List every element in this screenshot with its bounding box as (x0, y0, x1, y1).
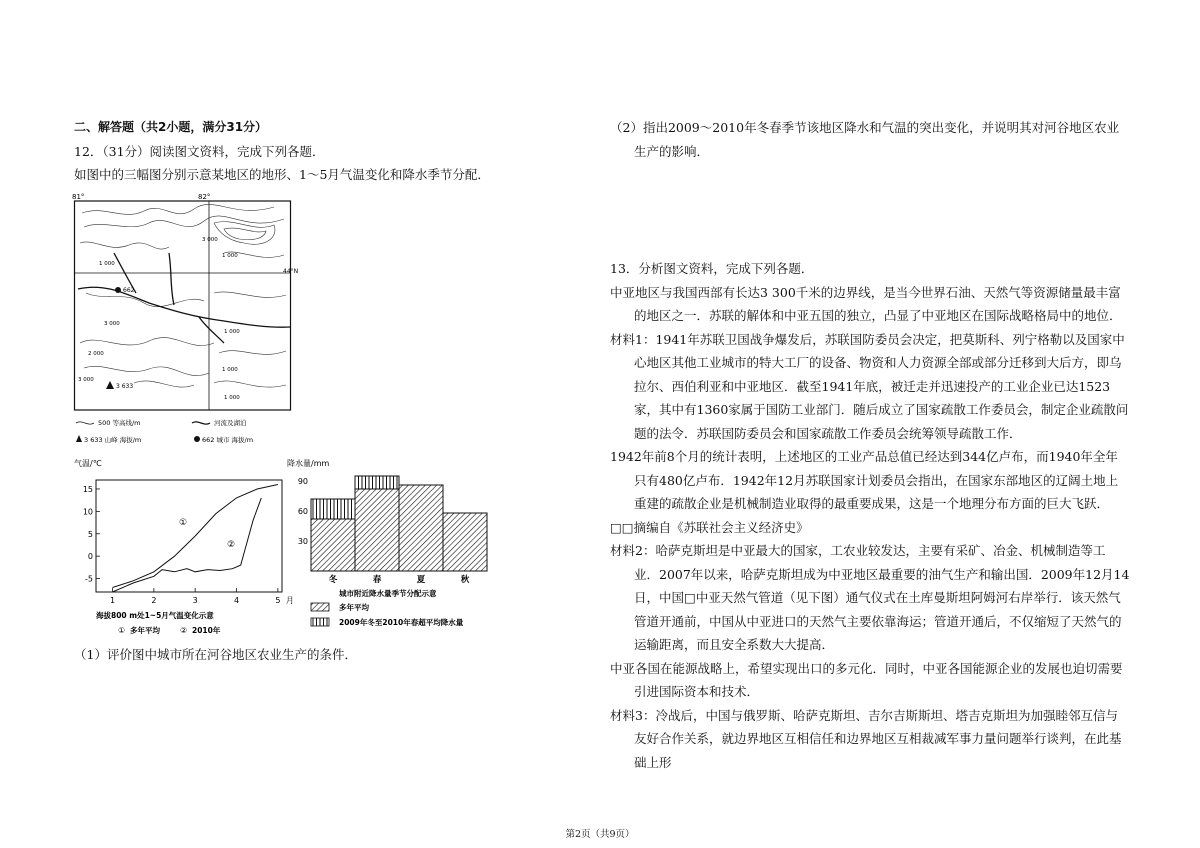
lon-left-label: 81° (72, 193, 85, 201)
precip-x-axis (329, 574, 470, 585)
bar-average (443, 513, 487, 571)
peak-elev-label: 3 633 (116, 383, 134, 390)
precip-ylabel: 降水量/mm (287, 459, 330, 468)
city-legend-icon (194, 436, 200, 442)
left-column (74, 116, 514, 187)
temp-y-tick-label: -5 (85, 574, 93, 584)
bar-excess (311, 499, 355, 519)
right-column (610, 116, 1130, 774)
material-1-stats: 1942年前8个月的统计表明，上述地区的工业产品总值已经达到344亿卢布，而1940年全年只有480亿卢布．1942年12月苏联国家计划委员会指出，在国家东部地区的辽阔土地上重建的疏散企业是机械制造业取得的最重要成果，这是一个地理分布方面的巨大飞跃． (610, 449, 1119, 511)
precip-y-tick-label: 30 (297, 537, 308, 546)
topo-legend (74, 414, 334, 448)
legend-river: 河流及湖泊 (214, 419, 247, 427)
city-elev-label: 662 (123, 287, 135, 294)
temp-y-tick-label: 15 (82, 484, 93, 494)
map-frame (75, 201, 291, 410)
material-3: 材料3：冷战后，中国与俄罗斯、哈萨克斯坦、吉尔吉斯斯坦、塔吉克斯坦为加强睦邻互信与友好合作关系，就边界地区互相信任和边界地区互相裁减军事力量问题举行谈判，在此基础上形 (610, 707, 1122, 770)
page-footer: 第2页（共9页） (565, 829, 635, 840)
energy-strategy-paragraph: 中亚各国在能源战略上，希望实现出口的多元化．同时，中亚各国能源企业的发展也迫切需要引进国际资本和技术． (610, 660, 1123, 699)
lat-label: 44°N (283, 268, 299, 275)
question-12-intro: 如图中的三幅图分别示意某地区的地形、1～5月气温变化和降水季节分配． (74, 167, 490, 182)
bar-average (399, 485, 443, 571)
legend-label-1: 多年平均 (130, 626, 160, 635)
legend-label-2: 2010年 (192, 626, 221, 635)
material-2: 材料2：哈萨克斯坦是中亚最大的国家，工农业较发达，主要有采矿、冶金、机械制造等工业．2007年以来，哈萨克斯坦成为中亚地区最重要的油气生产和输出国．2009年12月14日，中国□中亚天然气管道（见下图）通气仪式在土库曼斯坦阿姆河右岸举行．该天然气管道开通前，中国从中亚进口的天然气主要依靠海运；管道开通后，不仅缩短了天然气的运输距离，而且安全系数大大提高． (610, 543, 1130, 652)
question-12-heading: 12．（31分）阅读图文资料，完成下列各题． (74, 143, 325, 159)
contour-label: 2 000 (88, 351, 104, 357)
series-marker-2: ② (227, 540, 236, 550)
contour-legend-icon (76, 422, 94, 424)
precip-y-axis (298, 477, 308, 546)
temp-ylabel: 气温/℃ (74, 459, 102, 468)
temp-x-tick-label: 2 (151, 596, 157, 605)
peak-legend-icon (76, 435, 82, 442)
temp-title: 海拔800 m处1~5月气温变化示意 (96, 611, 214, 620)
section-title: 二、解答题（共2小题，满分31分） (74, 120, 268, 134)
legend-peak: 3 633 山峰 海拔/m (84, 436, 142, 444)
series-marker-1: ① (179, 518, 188, 528)
temp-x-tick-label: 1 (109, 596, 116, 605)
legend-contour: 500 等高线/m (98, 419, 141, 427)
temp-y-tick-label: 5 (87, 529, 93, 539)
contour-label: 3 000 (78, 377, 94, 383)
legend-marker-2: ② (180, 626, 188, 635)
precipitation-chart (287, 458, 497, 638)
question-13-heading: 13．分析图文资料，完成下列各题． (610, 261, 814, 276)
legend-excess: 2009年冬至2010年春超平均降水量 (339, 618, 464, 627)
river-legend-icon (192, 422, 210, 424)
precip-category-label: 冬 (328, 575, 338, 585)
temperature-chart (74, 458, 294, 638)
legend-average: 多年平均 (339, 603, 369, 612)
contour-label: 1 000 (222, 253, 238, 259)
contour-label: 1 000 (222, 367, 238, 373)
bar-average (311, 519, 355, 571)
contour-label: 1 000 (224, 329, 240, 335)
temp-y-tick-label: 0 (87, 552, 93, 562)
contour-label: 3 000 (104, 321, 120, 327)
precip-category-label: 秋 (460, 575, 470, 585)
legend-swatch-excess (311, 618, 329, 626)
temp-x-tick-label: 3 (192, 596, 198, 605)
legend-city: 662 城市 海拔/m (202, 436, 254, 444)
temp-x-tick-label: 月 (285, 596, 294, 605)
contour-label: 3 000 (202, 237, 218, 243)
legend-swatch-average (311, 603, 329, 611)
city-marker (115, 287, 121, 293)
lon-mid-label: 82° (198, 193, 211, 201)
temp-y-tick-label: 10 (82, 507, 93, 517)
precip-y-tick-label: 90 (297, 477, 308, 486)
precip-category-label: 夏 (416, 575, 426, 585)
source-citation: □□摘编自《苏联社会主义经济史》 (610, 519, 809, 535)
paragraph-intro: 中亚地区与我国西部有长达3 300千米的边界线，是当今世界石油、天然气等资源储量最丰富的地区之一．苏联的解体和中亚五国的独立，凸显了中亚地区在国际战略格局中的地位． (610, 284, 1122, 323)
question-12-sub-2: （2）指出2009～2010年冬春季节该地区降水和气温的突出变化，并说明其对河谷地区农业生产的影响． (610, 120, 1120, 159)
precip-category-label: 春 (372, 575, 382, 585)
question-12-sub-1: （1）评价图中城市所在河谷地区农业生产的条件． (74, 647, 357, 662)
material-1: 材料1：1941年苏联卫国战争爆发后，苏联国防委员会决定，把莫斯科、列宁格勒以及国家中心地区其他工业城市的特大工厂的设备、物资和人力资源全部或部分迁移到大后方，即乌拉尔、西伯利亚和中亚地区．截至1941年底，被迁走并迅速投产的工业企业已达1523家，其中有1360家属于国防工业部门．随后成立了国家疏散工作委员会，制定企业疏散问题的法令．苏联国防委员会和国家疏散工作委员会统筹领导疏散工作． (610, 331, 1129, 441)
contour-label: 1 000 (99, 261, 115, 267)
temp-x-tick-label: 5 (275, 596, 281, 605)
precip-bars (311, 476, 487, 571)
bar-excess (355, 476, 399, 489)
temp-plot-frame (96, 480, 282, 592)
precip-title: 城市附近降水量季节分配示意 (339, 589, 437, 598)
legend-marker-1: ① (118, 626, 126, 635)
topographic-map (72, 193, 299, 411)
temp-x-tick-label: 4 (233, 596, 240, 605)
bar-average (355, 489, 399, 571)
contour-label: 1 000 (224, 395, 240, 401)
precip-y-tick-label: 60 (297, 507, 308, 516)
